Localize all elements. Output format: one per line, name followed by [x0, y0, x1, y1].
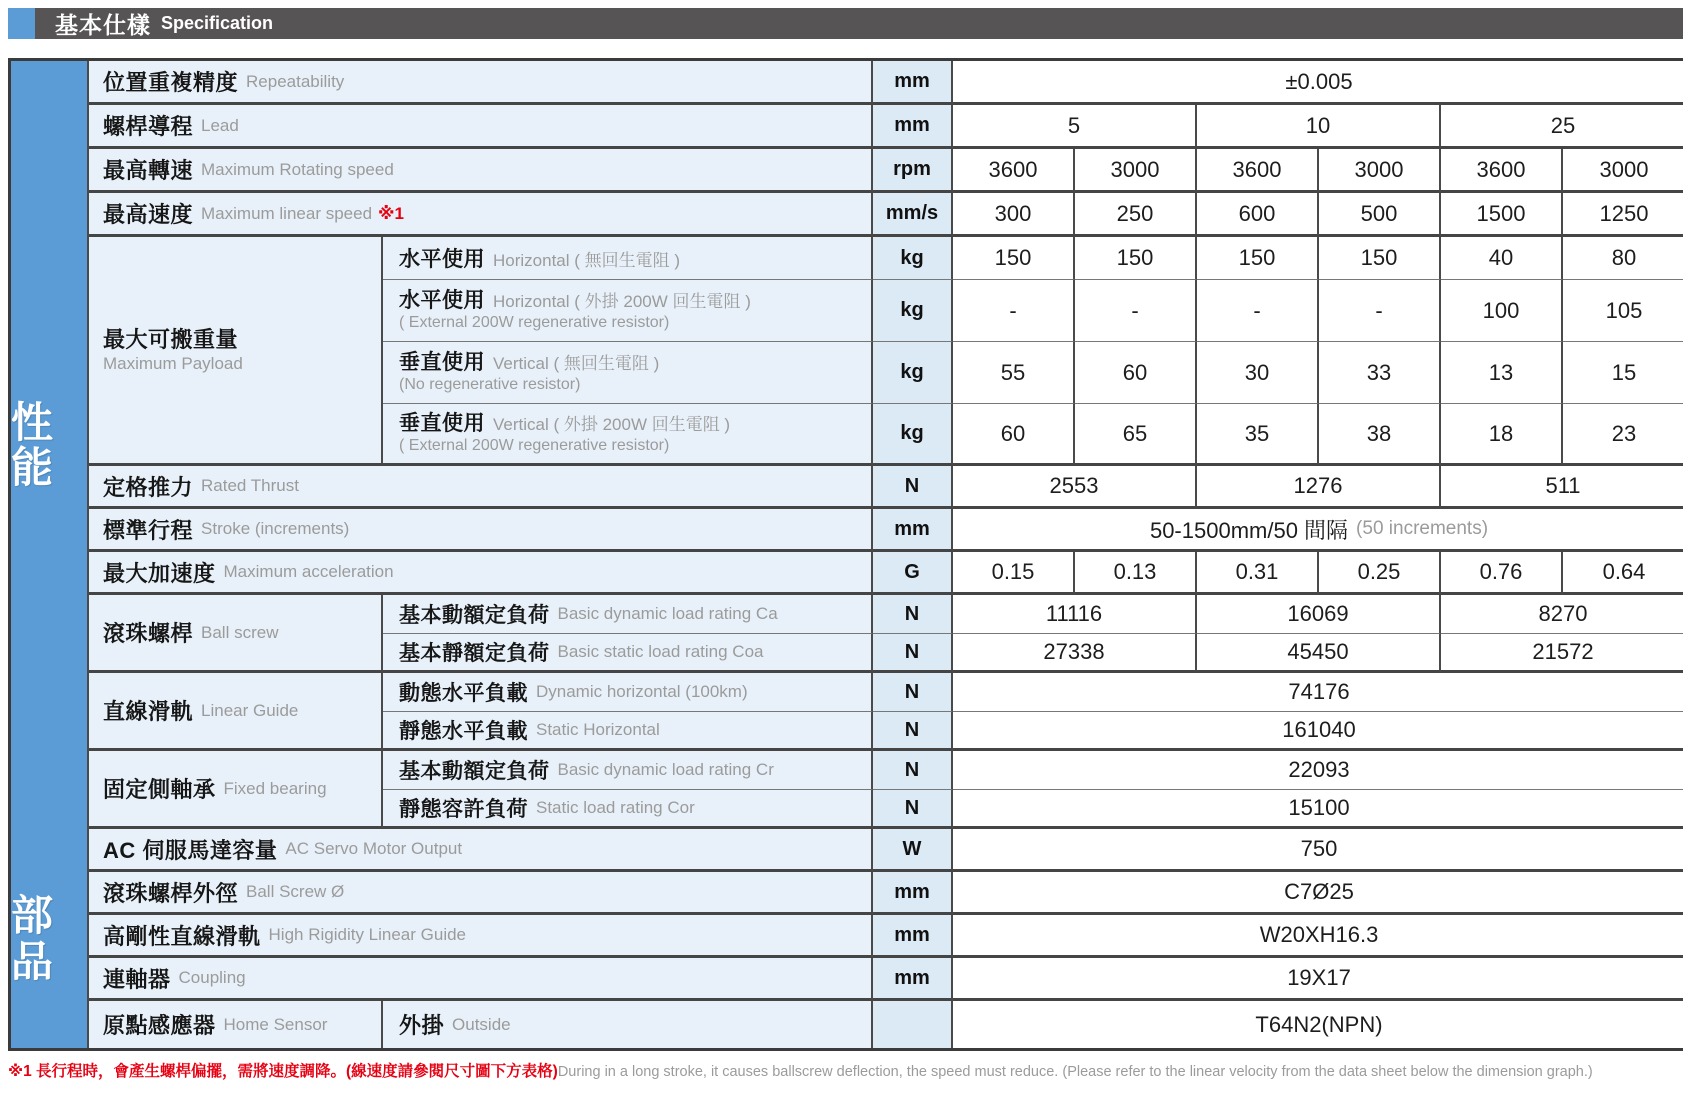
page-title-en: Specification: [161, 13, 274, 33]
value-rpm-3: 3600: [1197, 149, 1319, 193]
unit-payload-v2: kg: [873, 404, 953, 466]
value-lead-5: 5: [953, 105, 1197, 149]
row-ballscrew-group-label: 滾珠螺桿 Ball screw: [89, 595, 383, 673]
unit-rotating-speed: rpm: [873, 149, 953, 193]
value-thrust-2: 1276: [1197, 466, 1441, 509]
value-accel-4: 0.25: [1319, 552, 1441, 595]
value-h2-6: 105: [1563, 280, 1683, 342]
value-thrust-3: 511: [1441, 466, 1683, 509]
value-speed-5: 1500: [1441, 193, 1563, 237]
unit-ballscrew-coa: N: [873, 634, 953, 673]
value-h2-3: -: [1197, 280, 1319, 342]
row-repeatability-label: 位置重複精度 Repeatability: [89, 61, 873, 105]
value-speed-1: 300: [953, 193, 1075, 237]
unit-linearguide-dyn: N: [873, 673, 953, 712]
value-rpm-6: 3000: [1563, 149, 1683, 193]
value-h1-6: 80: [1563, 237, 1683, 280]
unit-servo: W: [873, 829, 953, 872]
header-title-bar: [35, 8, 1683, 39]
row-linearguide-stat-label: 靜態水平負載 Static Horizontal: [383, 712, 873, 751]
value-accel-6: 0.64: [1563, 552, 1683, 595]
value-v2-4: 38: [1319, 404, 1441, 466]
value-h1-5: 40: [1441, 237, 1563, 280]
value-v2-2: 65: [1075, 404, 1197, 466]
value-ca-3: 8270: [1441, 595, 1683, 634]
value-rpm-4: 3000: [1319, 149, 1441, 193]
value-accel-1: 0.15: [953, 552, 1075, 595]
unit-ballscrew-ca: N: [873, 595, 953, 634]
unit-screw-od: mm: [873, 872, 953, 915]
value-thrust-1: 2553: [953, 466, 1197, 509]
value-v2-6: 23: [1563, 404, 1683, 466]
unit-payload-h2: kg: [873, 280, 953, 342]
footnote-text-zh: ※1 長行程時，會產生螺桿偏擺，需將速度調降。(線速度請參閱尺寸圖下方表格): [8, 1063, 558, 1080]
value-h1-3: 150: [1197, 237, 1319, 280]
value-rigidity: W20XH16.3: [953, 915, 1683, 958]
value-v1-6: 15: [1563, 342, 1683, 404]
row-bearing-cr-label: 基本動額定負荷 Basic dynamic load rating Cr: [383, 751, 873, 790]
value-h2-1: -: [953, 280, 1075, 342]
value-linearguide-stat: 161040: [953, 712, 1683, 751]
value-coupling: 19X17: [953, 958, 1683, 1001]
value-speed-6: 1250: [1563, 193, 1683, 237]
page-title-zh: 基本仕樣: [55, 12, 151, 38]
value-speed-4: 500: [1319, 193, 1441, 237]
unit-payload-h1: kg: [873, 237, 953, 280]
value-coa-3: 21572: [1441, 634, 1683, 673]
unit-stroke: mm: [873, 509, 953, 552]
value-v1-5: 13: [1441, 342, 1563, 404]
value-h2-5: 100: [1441, 280, 1563, 342]
value-v2-3: 35: [1197, 404, 1319, 466]
specification-table: [8, 58, 1683, 1051]
unit-lead: mm: [873, 105, 953, 149]
row-bearing-cor-label: 靜態容許負荷 Static load rating Cor: [383, 790, 873, 829]
value-h1-1: 150: [953, 237, 1075, 280]
value-bearing-cor: 15100: [953, 790, 1683, 829]
value-v1-2: 60: [1075, 342, 1197, 404]
row-payload-v1-label: 垂直使用 Vertical ( 無回生電阻 ) (No regenerative resistor): [383, 342, 873, 404]
row-home-sensor-sub-label: 外掛 Outside: [383, 1001, 873, 1048]
value-accel-2: 0.13: [1075, 552, 1197, 595]
value-h1-2: 150: [1075, 237, 1197, 280]
value-h2-4: -: [1319, 280, 1441, 342]
row-thrust-label: 定格推力 Rated Thrust: [89, 466, 873, 509]
row-servo-label: AC 伺服馬達容量 AC Servo Motor Output: [89, 829, 873, 872]
value-accel-5: 0.76: [1441, 552, 1563, 595]
unit-home-sensor: [873, 1001, 953, 1048]
unit-payload-v1: kg: [873, 342, 953, 404]
sidebar-parts: 部品: [11, 829, 89, 1048]
row-payload-v2-label: 垂直使用 Vertical ( 外掛 200W 回生電阻 ) ( External 200W regenerative resistor): [383, 404, 873, 466]
value-stroke: 50-1500mm/50 間隔 (50 increments): [953, 509, 1683, 552]
row-linear-speed-label: 最高速度 Maximum linear speed ※1: [89, 193, 873, 237]
value-speed-2: 250: [1075, 193, 1197, 237]
unit-repeatability: mm: [873, 61, 953, 105]
value-repeatability: ±0.005: [953, 61, 1683, 105]
value-h2-2: -: [1075, 280, 1197, 342]
value-h1-4: 150: [1319, 237, 1441, 280]
row-payload-group-label: 最大可搬重量 Maximum Payload: [89, 237, 383, 466]
footnote-text-en: During in a long stroke, it causes ballscrew deflection, the speed must reduce. (Please refer to the linear velocity from the data sheet below the dimension graph.): [557, 1064, 1593, 1080]
value-home-sensor: T64N2(NPN): [953, 1001, 1683, 1048]
row-bearing-group-label: 固定側軸承 Fixed bearing: [89, 751, 383, 829]
row-screw-od-label: 滾珠螺桿外徑 Ball Screw Ø: [89, 872, 873, 915]
value-speed-3: 600: [1197, 193, 1319, 237]
value-v1-3: 30: [1197, 342, 1319, 404]
value-screw-od: C7Ø25: [953, 872, 1683, 915]
value-coa-2: 45450: [1197, 634, 1441, 673]
value-rpm-5: 3600: [1441, 149, 1563, 193]
value-accel-3: 0.31: [1197, 552, 1319, 595]
unit-bearing-cr: N: [873, 751, 953, 790]
row-rigidity-label: 高剛性直線滑軌 High Rigidity Linear Guide: [89, 915, 873, 958]
value-rpm-2: 3000: [1075, 149, 1197, 193]
value-v1-4: 33: [1319, 342, 1441, 404]
unit-linearguide-stat: N: [873, 712, 953, 751]
row-payload-h2-label: 水平使用 Horizontal ( 外掛 200W 回生電阻 ) ( External 200W regenerative resistor): [383, 280, 873, 342]
footnote: [8, 1059, 1678, 1081]
row-home-sensor-label: 原點感應器 Home Sensor: [89, 1001, 383, 1048]
row-stroke-label: 標準行程 Stroke (increments): [89, 509, 873, 552]
value-v2-1: 60: [953, 404, 1075, 466]
value-linearguide-dyn: 74176: [953, 673, 1683, 712]
row-coupling-label: 連軸器 Coupling: [89, 958, 873, 1001]
value-ca-1: 11116: [953, 595, 1197, 634]
row-rotating-speed-label: 最高轉速 Maximum Rotating speed: [89, 149, 873, 193]
unit-linear-speed: mm/s: [873, 193, 953, 237]
value-v2-5: 18: [1441, 404, 1563, 466]
value-rpm-1: 3600: [953, 149, 1075, 193]
row-ballscrew-ca-label: 基本動額定負荷 Basic dynamic load rating Ca: [383, 595, 873, 634]
row-accel-label: 最大加速度 Maximum acceleration: [89, 552, 873, 595]
value-ca-2: 16069: [1197, 595, 1441, 634]
row-linearguide-group-label: 直線滑軌 Linear Guide: [89, 673, 383, 751]
unit-rigidity: mm: [873, 915, 953, 958]
row-payload-h1-label: 水平使用 Horizontal ( 無回生電阻 ): [383, 237, 873, 280]
unit-coupling: mm: [873, 958, 953, 1001]
footnote-marker: ※1: [378, 203, 405, 223]
value-bearing-cr: 22093: [953, 751, 1683, 790]
value-coa-1: 27338: [953, 634, 1197, 673]
row-linearguide-dyn-label: 動態水平負載 Dynamic horizontal (100km): [383, 673, 873, 712]
header-accent-square: [8, 8, 35, 39]
value-lead-25: 25: [1441, 105, 1683, 149]
value-v1-1: 55: [953, 342, 1075, 404]
unit-thrust: N: [873, 466, 953, 509]
row-lead-label: 螺桿導程 Lead: [89, 105, 873, 149]
row-ballscrew-coa-label: 基本靜額定負荷 Basic static load rating Coa: [383, 634, 873, 673]
value-servo: 750: [953, 829, 1683, 872]
unit-bearing-cor: N: [873, 790, 953, 829]
sidebar-performance: 性能: [11, 61, 89, 829]
section-header: [8, 8, 1683, 39]
unit-accel: G: [873, 552, 953, 595]
value-lead-10: 10: [1197, 105, 1441, 149]
